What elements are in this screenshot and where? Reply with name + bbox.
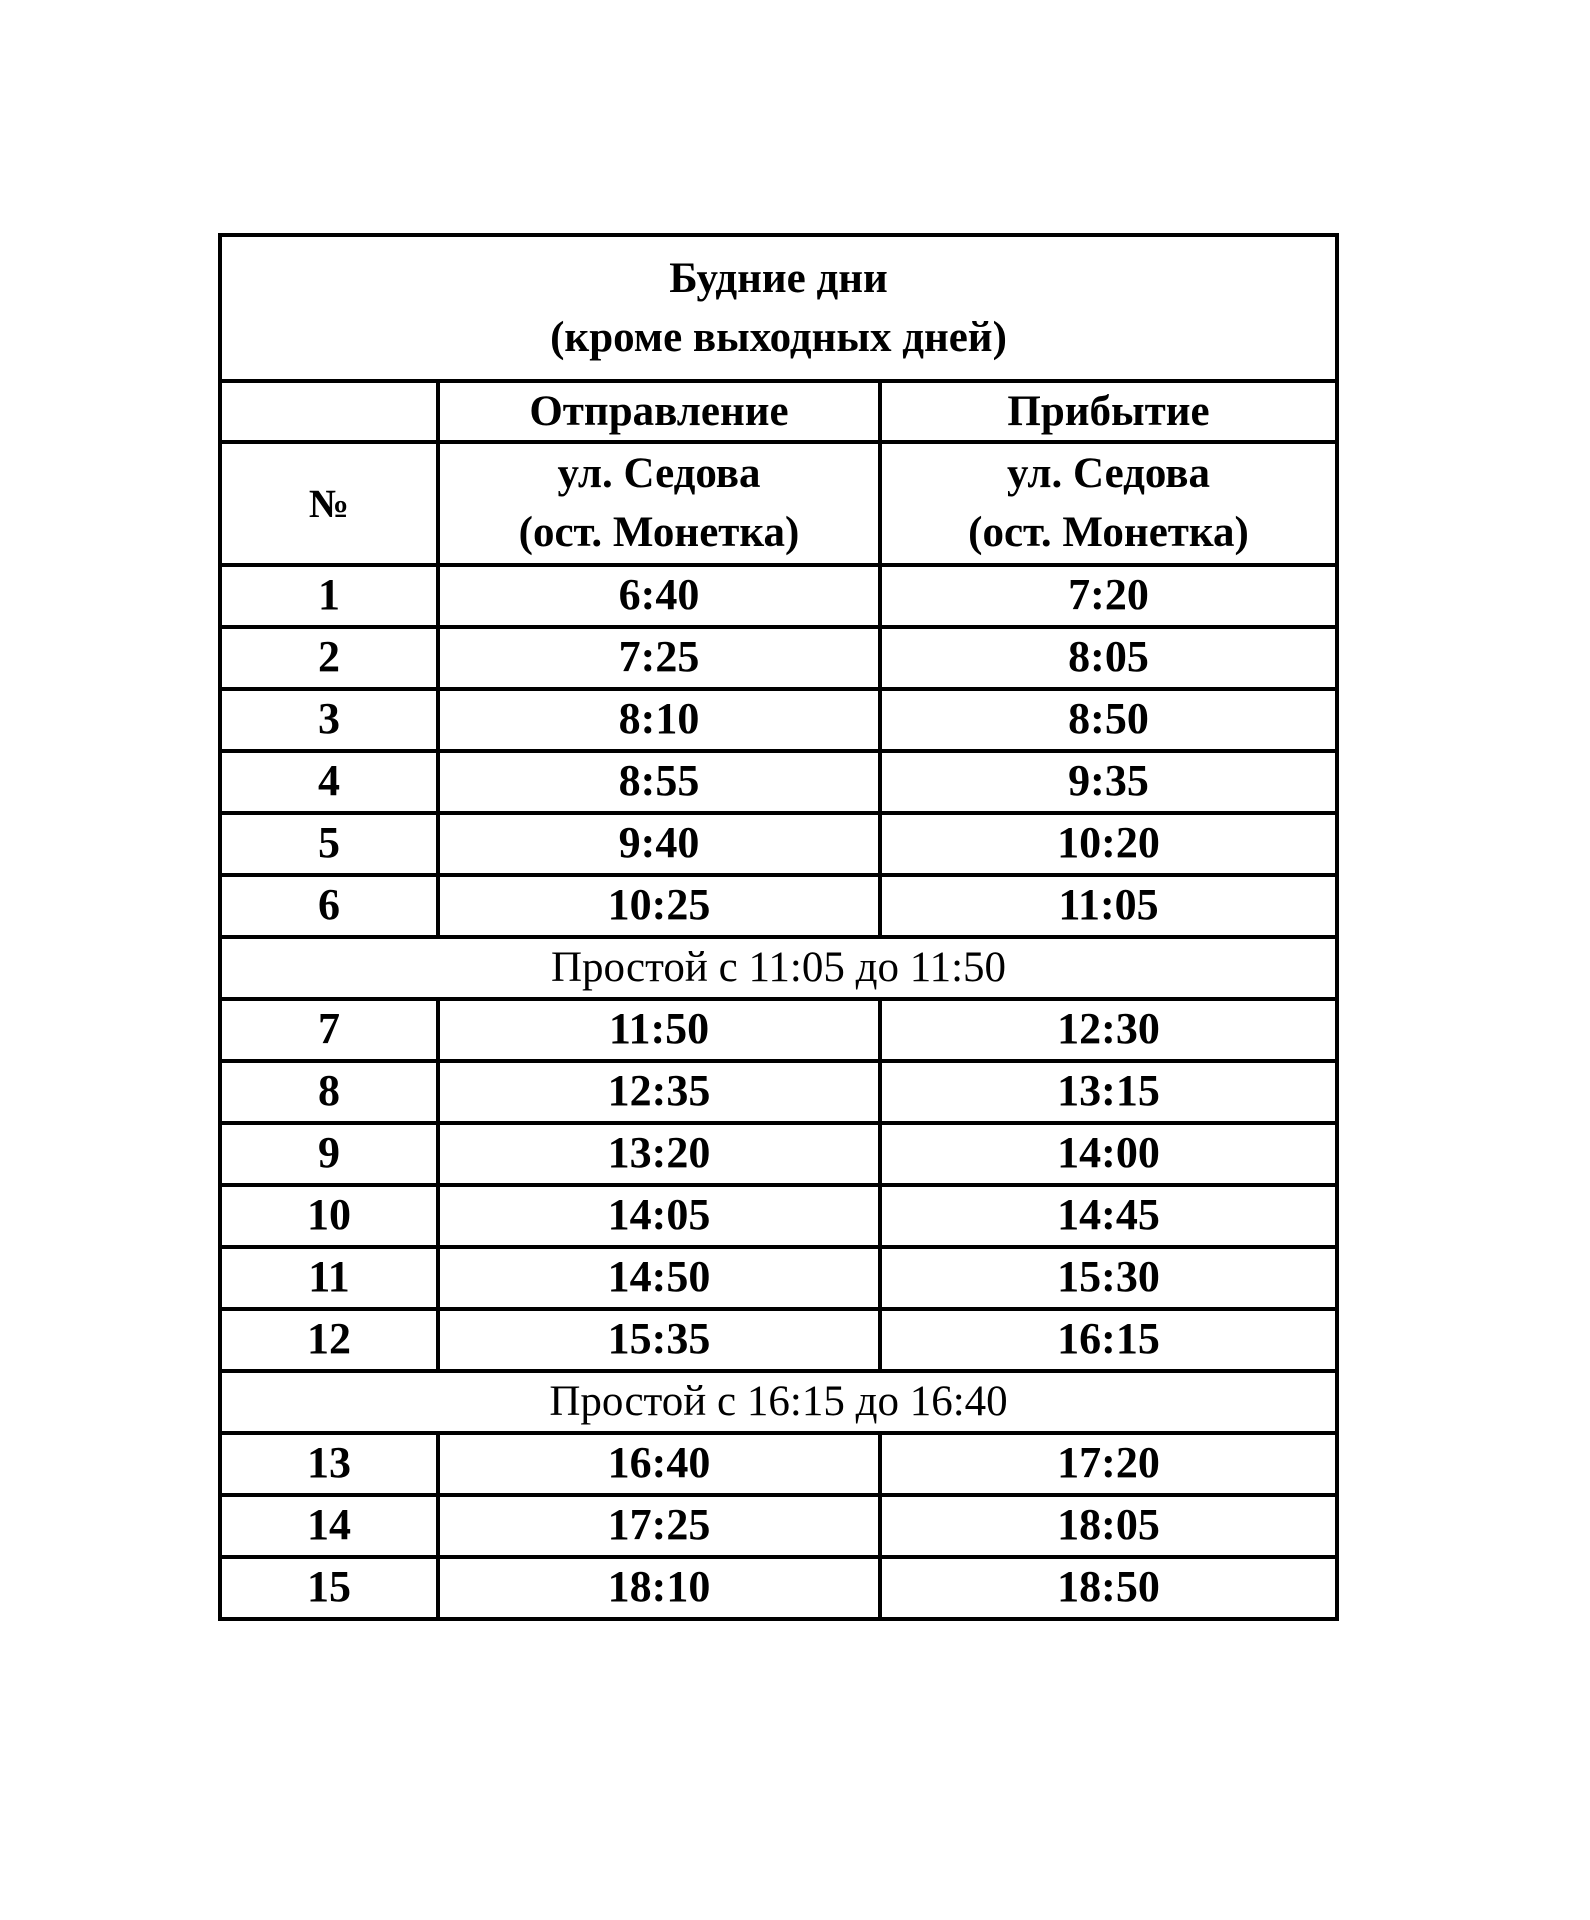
break-row	[220, 937, 1337, 999]
table-row	[220, 875, 1337, 937]
table-row	[220, 1495, 1337, 1557]
trip-number: 8	[220, 1061, 438, 1123]
header-number: №	[220, 442, 438, 565]
arrival-time: 15:30	[880, 1247, 1337, 1309]
arrival-time: 11:05	[880, 875, 1337, 937]
table-row	[220, 627, 1337, 689]
arrival-stop-name: (ост. Монетка)	[968, 509, 1249, 557]
trip-number: 15	[220, 1557, 438, 1619]
header-departure-stop	[438, 442, 880, 565]
break-note-2: Простой с 16:15 до 16:40	[220, 1371, 1337, 1433]
arrival-time: 8:50	[880, 689, 1337, 751]
arrival-time: 16:15	[880, 1309, 1337, 1371]
trip-number: 2	[220, 627, 438, 689]
departure-stop-name: (ост. Монетка)	[518, 509, 800, 557]
arrival-time: 8:05	[880, 627, 1337, 689]
departure-time: 7:25	[438, 627, 880, 689]
trip-number: 3	[220, 689, 438, 751]
trip-number: 5	[220, 813, 438, 875]
header-row-sub	[220, 442, 1337, 565]
trip-number: 13	[220, 1433, 438, 1495]
table-row	[220, 1433, 1337, 1495]
title-line-2: (кроме выходных дней)	[550, 314, 1007, 361]
departure-time: 8:10	[438, 689, 880, 751]
break-row	[220, 1371, 1337, 1433]
trip-number: 4	[220, 751, 438, 813]
trip-number: 7	[220, 999, 438, 1061]
title-row	[220, 235, 1337, 381]
trip-number: 14	[220, 1495, 438, 1557]
trip-number: 11	[220, 1247, 438, 1309]
table-row	[220, 751, 1337, 813]
arrival-time: 9:35	[880, 751, 1337, 813]
arrival-time: 18:50	[880, 1557, 1337, 1619]
header-empty-cell	[220, 381, 438, 442]
departure-time: 10:25	[438, 875, 880, 937]
departure-time: 6:40	[438, 565, 880, 627]
schedule-table	[218, 233, 1339, 1621]
schedule-title	[220, 235, 1337, 381]
arrival-time: 7:20	[880, 565, 1337, 627]
departure-time: 13:20	[438, 1123, 880, 1185]
table-row	[220, 813, 1337, 875]
arrival-time: 12:30	[880, 999, 1337, 1061]
table-row	[220, 1309, 1337, 1371]
arrival-time: 13:15	[880, 1061, 1337, 1123]
header-row-top	[220, 381, 1337, 442]
table-row	[220, 689, 1337, 751]
arrival-stop-street: ул. Седова	[1006, 450, 1211, 497]
header-arrival-stop	[880, 442, 1337, 565]
departure-stop-street: ул. Седова	[557, 450, 761, 497]
arrival-time: 14:45	[880, 1185, 1337, 1247]
table-row	[220, 1185, 1337, 1247]
trip-number: 10	[220, 1185, 438, 1247]
table-row	[220, 1247, 1337, 1309]
arrival-time: 18:05	[880, 1495, 1337, 1557]
table-row	[220, 1061, 1337, 1123]
departure-time: 12:35	[438, 1061, 880, 1123]
trip-number: 6	[220, 875, 438, 937]
title-line-1: Будние дни	[669, 254, 888, 302]
departure-time: 18:10	[438, 1557, 880, 1619]
header-arrival: Прибытие	[880, 381, 1337, 442]
departure-time: 8:55	[438, 751, 880, 813]
break-note-1: Простой с 11:05 до 11:50	[220, 937, 1337, 999]
header-departure: Отправление	[438, 381, 880, 442]
departure-time: 16:40	[438, 1433, 880, 1495]
departure-time: 9:40	[438, 813, 880, 875]
departure-time: 11:50	[438, 999, 880, 1061]
trip-number: 1	[220, 565, 438, 627]
departure-time: 14:50	[438, 1247, 880, 1309]
trip-number: 12	[220, 1309, 438, 1371]
table-row	[220, 1557, 1337, 1619]
trip-number: 9	[220, 1123, 438, 1185]
departure-time: 17:25	[438, 1495, 880, 1557]
departure-time: 15:35	[438, 1309, 880, 1371]
arrival-time: 17:20	[880, 1433, 1337, 1495]
table-row	[220, 999, 1337, 1061]
arrival-time: 10:20	[880, 813, 1337, 875]
departure-time: 14:05	[438, 1185, 880, 1247]
table-row	[220, 565, 1337, 627]
table-row	[220, 1123, 1337, 1185]
arrival-time: 14:00	[880, 1123, 1337, 1185]
